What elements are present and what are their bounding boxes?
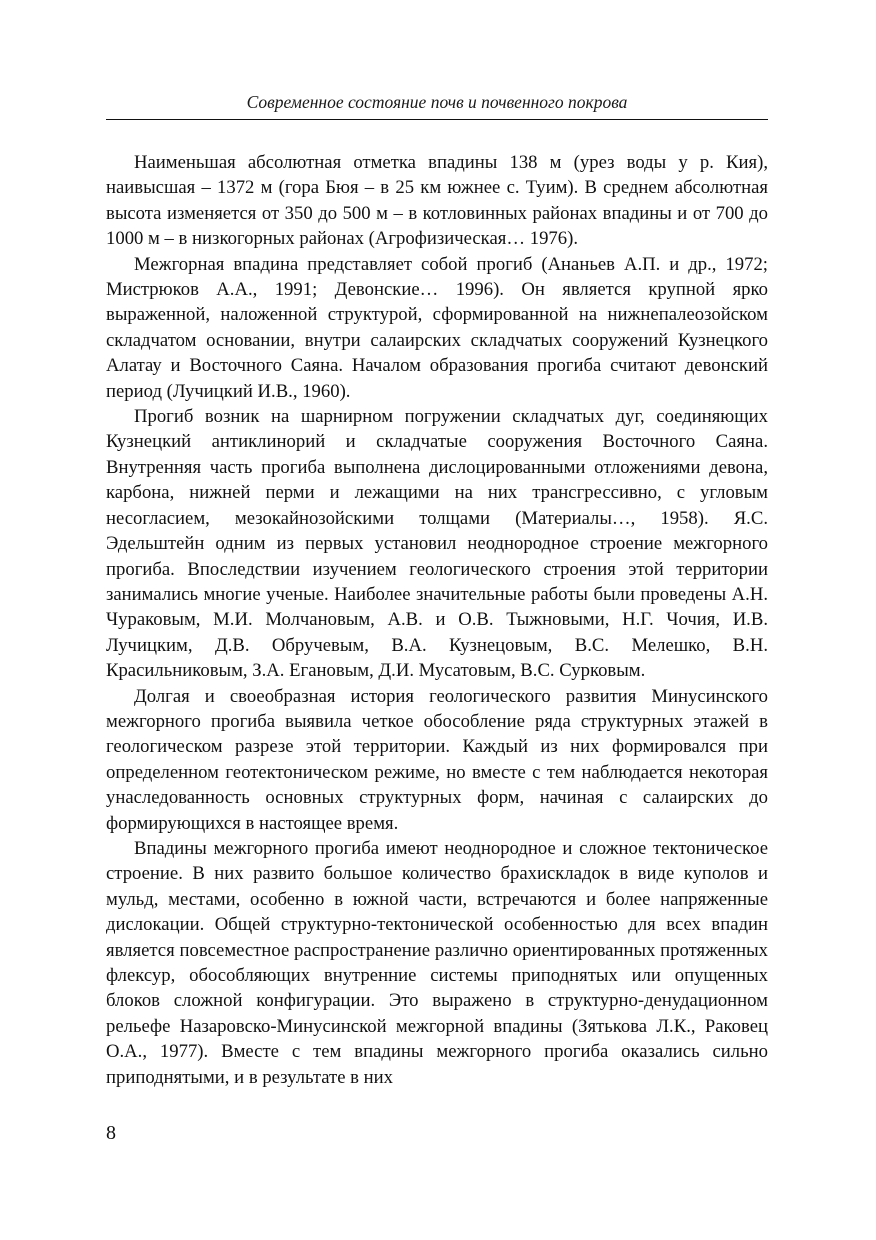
paragraph: Долгая и своеобразная история геологического развития Минусинского межгорного прогиба выявила четкое обособление ряда структурных этажей в геологическом разрезе этой территории. Каждый из них формировался при определенном геотектоническом режиме, но вместе с тем наблюдается некоторая унаследованность основных структурных форм, начиная с салаирских до формирующихся в настоящее время. <box>106 685 768 834</box>
paragraph: Прогиб возник на шарнирном погружении складчатых дуг, соединяющих Кузнецкий антиклинорий и складчатые сооружения Восточного Саяна. Внутренняя часть прогиба выполнена дислоцированными отложениями девона, карбона, нижней перми и лежащими на них трансгрессивно, с угловым несогласием, мезокайнозойскими толщами (Материалы…, 1958). Я.С. Эдельштейн одним из первых установил неоднородное строение межгорного прогиба. Впоследствии изучением геологического строения этой территории занимались многие ученые. Наиболее значительные работы были проведены А.Н. Чураковым, М.И. Молчановым, А.В. и О.В. Тыжновыми, Н.Г. Чочия, И.В. Лучицким, Д.В. Обручевым, В.А. Кузнецовым, В.С. Мелешко, В.Н. Красильниковым, З.А. Егановым, Д.И. Мусатовым, В.С. Сурковым. <box>106 406 768 682</box>
paragraph: Межгорная впадина представляет собой прогиб (Ананьев А.П. и др., 1972; Мистрюков А.А., 1991; Девонские… 1996). Он является крупной ярко выраженной, наложенной структурой, сформированной на нижнепалеозойском складчатом основании, внутри салаирских складчатых сооружений Кузнецкого Алатау и Восточного Саяна. Началом образования прогиба считают девонский период (Лучицкий И.В., 1960). <box>106 253 768 402</box>
header-rule <box>106 119 768 120</box>
body-text <box>106 150 768 1090</box>
running-header: Современное состояние почв и почвенного покрова <box>246 92 628 112</box>
page-number: 8 <box>106 1122 116 1144</box>
paragraph: Впадины межгорного прогиба имеют неоднородное и сложное тектоническое строение. В них развито большое количество брахискладок в виде куполов и мульд, местами, особенно в южной части, встречаются и более напряженные дислокации. Общей структурно-тектонической особенностью для всех впадин является повсеместное распространение различно ориентированных протяженных флексур, обособляющих внутренние системы приподнятых или опущенных блоков сложной конфигурации. Это выражено в структурно-денудационном рельефе Назаровско-Минусинской межгорной впадины (Зятькова Л.К., Раковец О.А., 1977). Вместе с тем впадины межгорного прогиба оказались сильно приподнятыми, и в результате в них <box>106 837 768 1088</box>
paragraph: Наименьшая абсолютная отметка впадины 138 м (урез воды у р. Кия), наивысшая – 1372 м (гора Бюя – в 25 км южнее с. Туим). В среднем абсолютная высота изменяется от 350 до 500 м – в котловинных районах впадины и от 700 до 1000 м – в низкогорных районах (Агрофизическая… 1976). <box>106 152 768 250</box>
